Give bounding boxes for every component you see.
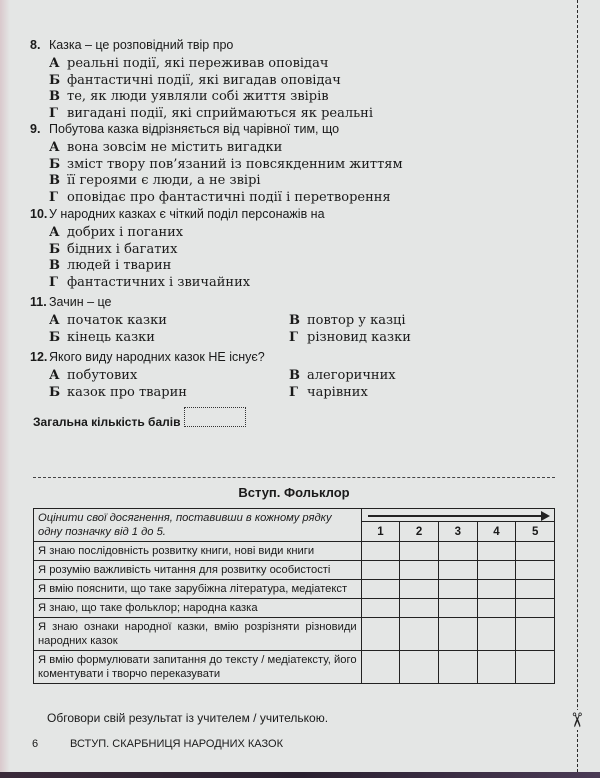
- option-letter: В: [49, 89, 60, 104]
- score-cell-4[interactable]: [477, 651, 516, 684]
- answer-option[interactable]: [289, 385, 529, 402]
- option-letter: А: [49, 313, 60, 328]
- criterion-text: Я вмію пояснити, що таке зарубіжна література, медіатекст: [34, 580, 362, 599]
- cut-divider: [33, 477, 555, 478]
- score-cell-5[interactable]: [516, 542, 555, 561]
- option-text: зміст твору пов’язаний із повсякденним життям: [67, 156, 403, 172]
- arrow-right-icon: [368, 515, 548, 517]
- score-cell-4[interactable]: [477, 580, 516, 599]
- option-letter: Б: [49, 72, 61, 88]
- option-text: її героями є люди, а не звірі: [67, 173, 261, 188]
- option-text: бідних і багатих: [67, 241, 178, 257]
- question-text: Якого виду народних казок НЕ існує?: [49, 350, 265, 364]
- question-number: 11.: [30, 295, 47, 309]
- score-cell-5[interactable]: [516, 561, 555, 580]
- score-cell-1[interactable]: [361, 542, 400, 561]
- option-letter: Г: [289, 329, 298, 345]
- question-11: [30, 294, 529, 346]
- option-text: добрих і поганих: [67, 225, 184, 240]
- answer-option[interactable]: [49, 275, 325, 292]
- score-cell-5[interactable]: [516, 580, 555, 599]
- page-number: 6: [32, 738, 39, 750]
- question-12: [30, 349, 529, 401]
- score-cell-3[interactable]: [438, 580, 477, 599]
- scale-header-2: 2: [400, 522, 439, 542]
- score-cell-3[interactable]: [438, 618, 477, 651]
- answer-option[interactable]: [49, 56, 373, 73]
- scissors-icon: ✂: [564, 710, 590, 730]
- option-text: повтор у казці: [307, 313, 406, 328]
- footer-section-title: ВСТУП. СКАРБНИЦЯ НАРОДНИХ КАЗОК: [70, 738, 283, 750]
- question-number: 10.: [30, 207, 48, 221]
- option-letter: Б: [49, 329, 61, 345]
- self-assessment-table: [33, 508, 555, 684]
- option-letter: Г: [49, 105, 58, 121]
- scale-header-3: 3: [438, 522, 477, 542]
- score-cell-4[interactable]: [477, 561, 516, 580]
- page-edge-shadow: [0, 0, 10, 778]
- scan-bottom-edge: [0, 772, 600, 778]
- table-row: [34, 580, 555, 599]
- option-letter: Б: [49, 156, 61, 172]
- option-letter: Б: [49, 384, 61, 400]
- option-text: реальні події, які переживав оповідач: [67, 56, 329, 71]
- option-text: чарівних: [307, 384, 368, 400]
- option-letter: А: [49, 140, 60, 155]
- answer-option[interactable]: [49, 385, 289, 402]
- total-score-input[interactable]: [184, 407, 246, 427]
- table-row: [34, 599, 555, 618]
- criterion-text: Я вмію формулювати запитання до тексту / медіатексту, його коментувати і творчо переказувати: [34, 651, 362, 684]
- question-10: [30, 206, 325, 291]
- answer-option[interactable]: [49, 173, 403, 190]
- table-row: [34, 618, 555, 651]
- answer-option[interactable]: [49, 330, 289, 347]
- answer-option[interactable]: [49, 106, 373, 123]
- option-letter: Г: [49, 274, 58, 290]
- scale-header-4: 4: [477, 522, 516, 542]
- question-text: Побутова казка відрізняється від чарівної тим, що: [49, 122, 340, 136]
- section-title: Вступ. Фольклор: [238, 485, 350, 500]
- score-cell-1[interactable]: [361, 599, 400, 618]
- criterion-text: Я знаю послідовність розвитку книги, нові види книги: [34, 542, 362, 561]
- score-cell-2[interactable]: [400, 580, 439, 599]
- question-number: 8.: [30, 38, 41, 52]
- option-letter: В: [49, 173, 60, 188]
- option-text: фантастичних і звичайних: [67, 274, 251, 290]
- answer-option[interactable]: [49, 190, 403, 207]
- answer-option[interactable]: [49, 225, 325, 242]
- option-letter: А: [49, 368, 60, 383]
- answer-option[interactable]: [49, 73, 373, 90]
- score-cell-2[interactable]: [400, 542, 439, 561]
- option-text: початок казки: [67, 313, 167, 328]
- cut-line: [577, 0, 578, 772]
- option-text: різновид казки: [307, 329, 411, 345]
- option-letter: В: [289, 368, 300, 383]
- answer-option[interactable]: [289, 368, 529, 385]
- option-text: алегоричних: [307, 368, 396, 383]
- answer-option[interactable]: [49, 242, 325, 259]
- option-text: те, як люди уявляли собі життя звірів: [67, 89, 329, 104]
- score-cell-2[interactable]: [400, 561, 439, 580]
- answer-option[interactable]: [49, 157, 403, 174]
- answer-option[interactable]: [49, 140, 403, 157]
- score-cell-4[interactable]: [477, 618, 516, 651]
- criterion-text: Я розумію важливість читання для розвитку особистості: [34, 561, 362, 580]
- option-text: фантастичні події, які вигадав оповідач: [67, 72, 341, 88]
- discuss-note: Обговори свій результат із учителем / учителькою.: [47, 711, 329, 725]
- answer-option[interactable]: [49, 89, 373, 106]
- table-row: [34, 561, 555, 580]
- score-cell-5[interactable]: [516, 618, 555, 651]
- option-text: оповідає про фантастичні події і перетворення: [67, 189, 391, 205]
- score-cell-1[interactable]: [361, 580, 400, 599]
- criterion-text: Я знаю, що таке фольклор; народна казка: [34, 599, 362, 618]
- option-text: кінець казки: [67, 329, 155, 345]
- option-text: казок про тварин: [67, 384, 187, 400]
- score-cell-5[interactable]: [516, 651, 555, 684]
- score-cell-1[interactable]: [361, 561, 400, 580]
- score-cell-3[interactable]: [438, 599, 477, 618]
- question-text: Казка – це розповідний твір про: [49, 38, 234, 52]
- question-9: [30, 121, 403, 206]
- answer-option[interactable]: [49, 313, 289, 330]
- option-text: вона зовсім не містить вигадки: [67, 140, 283, 155]
- total-score-label: Загальна кількість балів: [33, 415, 181, 429]
- score-cell-2[interactable]: [400, 651, 439, 684]
- option-text: людей і тварин: [67, 258, 172, 273]
- option-text: побутових: [67, 368, 138, 383]
- score-cell-3[interactable]: [438, 542, 477, 561]
- scale-header-1: 1: [361, 522, 400, 542]
- table-row: [34, 651, 555, 684]
- score-cell-2[interactable]: [400, 618, 439, 651]
- question-8: [30, 37, 373, 122]
- criterion-text: Я знаю ознаки народної казки, вмію розрізняти різновиди народних казок: [34, 618, 362, 651]
- answer-option[interactable]: [49, 258, 325, 275]
- score-cell-4[interactable]: [477, 599, 516, 618]
- instruction-cell: Оцінити свої досягнення, поставивши в кожному рядку одну позначку від 1 до 5.: [34, 509, 362, 542]
- score-cell-3[interactable]: [438, 651, 477, 684]
- question-number: 12.: [30, 350, 48, 364]
- score-cell-5[interactable]: [516, 599, 555, 618]
- question-number: 9.: [30, 122, 41, 136]
- scale-arrow-cell: [361, 509, 554, 522]
- question-text: Зачин – це: [49, 295, 112, 309]
- score-cell-3[interactable]: [438, 561, 477, 580]
- score-cell-1[interactable]: [361, 618, 400, 651]
- option-letter: В: [289, 313, 300, 328]
- option-letter: Г: [49, 189, 58, 205]
- table-row: [34, 542, 555, 561]
- option-letter: А: [49, 56, 60, 71]
- option-letter: В: [49, 258, 60, 273]
- answer-option[interactable]: [49, 368, 289, 385]
- option-letter: Г: [289, 384, 298, 400]
- total-score: [33, 415, 246, 429]
- score-cell-4[interactable]: [477, 542, 516, 561]
- option-letter: Б: [49, 241, 61, 257]
- question-text: У народних казках є чіткий поділ персонажів на: [49, 207, 325, 221]
- score-cell-1[interactable]: [361, 651, 400, 684]
- page-footer: [32, 738, 283, 750]
- option-letter: А: [49, 225, 60, 240]
- option-text: вигадані події, які сприймаються як реальні: [67, 105, 373, 121]
- answer-option[interactable]: [289, 313, 529, 330]
- score-cell-2[interactable]: [400, 599, 439, 618]
- answer-option[interactable]: [289, 330, 529, 347]
- scale-header-5: 5: [516, 522, 555, 542]
